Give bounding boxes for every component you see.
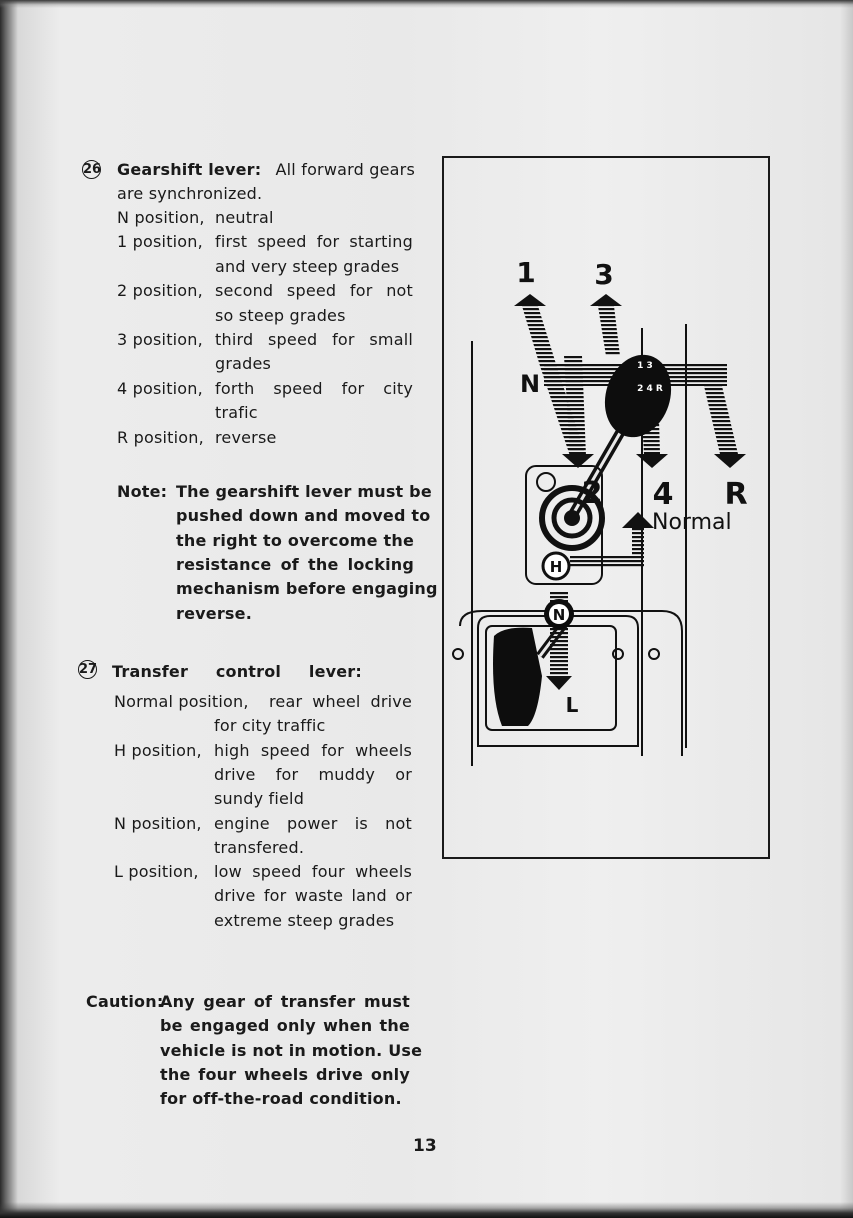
gear-position-description: neutral xyxy=(215,208,274,227)
note-line: The gearshift lever must be xyxy=(176,482,432,501)
gear-label-1: 1 xyxy=(516,256,536,289)
transfer-position-description: sundy field xyxy=(214,789,305,809)
gear-label-4: 4 xyxy=(652,477,674,512)
gear-position-description: so steep grades xyxy=(215,305,346,325)
transfer-label-h: H xyxy=(549,558,563,576)
gear-label-n: N xyxy=(519,370,541,398)
gearshift-intro: All forward gears xyxy=(275,160,415,179)
caution-line: Any gear of transfer must xyxy=(160,992,410,1011)
gear-position-description: reverse xyxy=(215,427,277,447)
transfer-position-label: H position, xyxy=(114,740,202,760)
gate-path-3 xyxy=(598,306,620,356)
note-label: Note: xyxy=(117,482,168,501)
gear-position-description: grades xyxy=(215,354,272,374)
page-number: 13 xyxy=(413,1136,437,1156)
transfer-position-label: N position, xyxy=(114,813,202,833)
gear-position-label: R position, xyxy=(117,427,204,447)
transfer-label-normal: Normal xyxy=(652,510,732,535)
gear-position-description: second speed for not xyxy=(215,281,413,301)
caution-line: vehicle is not in motion. Use xyxy=(160,1040,423,1060)
note-line: the right to overcome the xyxy=(176,530,414,550)
transfer-label-l: L xyxy=(565,693,579,717)
page-bottom-shadow xyxy=(0,1202,853,1218)
note-line: mechanism before engaging xyxy=(176,579,438,599)
transfer-position-description: rear wheel drive xyxy=(269,692,412,711)
gearshift-intro-line2: are synchronized. xyxy=(117,184,263,203)
transfer-position-label: Normal position, xyxy=(114,692,249,711)
transfer-label-n: N xyxy=(552,606,566,624)
transfer-position-label: L position, xyxy=(114,862,199,882)
gear-label-2: 2 xyxy=(581,476,603,511)
arrow-up-3 xyxy=(590,294,622,306)
caution-line: be engaged only when the xyxy=(160,1016,410,1036)
transfer-position-description: low speed four wheels xyxy=(214,862,412,882)
transfer-position-description: for city traffic xyxy=(214,716,326,736)
transfer-position-description: transfered. xyxy=(214,837,305,857)
gear-position-description: trafic xyxy=(215,403,258,423)
note-line: reverse. xyxy=(176,603,252,623)
gearshift-diagram xyxy=(442,156,770,859)
item-number-27: 27 xyxy=(79,662,98,677)
transfer-position-description: drive for muddy or xyxy=(214,764,412,784)
transfer-heading xyxy=(112,662,362,682)
arrow-down-r xyxy=(714,454,746,468)
gear-position-description: third speed for small xyxy=(215,330,413,349)
gearshift-heading xyxy=(117,160,415,180)
gear-position-description: and very steep grades xyxy=(215,256,400,276)
transfer-position-description: high speed for wheels xyxy=(214,740,412,760)
gear-label-3: 3 xyxy=(594,258,614,291)
arrow-up-1 xyxy=(514,294,546,306)
bolt-icon xyxy=(537,473,555,491)
knob-pattern-top: 1 3 xyxy=(637,361,653,371)
item-number-26: 26 xyxy=(83,162,102,177)
caution-line: for off-the-road condition. xyxy=(160,1089,402,1109)
transfer-title: Transfer control lever: xyxy=(112,662,362,681)
gate-path-r xyxy=(704,386,738,454)
screw-icon xyxy=(613,649,623,659)
gear-position-label: 1 position, xyxy=(117,232,203,252)
gear-position-description: forth speed for city xyxy=(215,378,413,398)
transfer-position-description: extreme steep grades xyxy=(214,910,395,930)
arrow-down-4 xyxy=(636,454,668,468)
gear-position-label: N position, xyxy=(117,208,205,227)
note-line: resistance of the locking xyxy=(176,554,414,574)
note-line: pushed down and moved to xyxy=(176,506,431,526)
gear-position-label: 3 position, xyxy=(117,330,203,349)
transfer-position-description: drive for waste land or xyxy=(214,886,412,906)
caution-line: the four wheels drive only xyxy=(160,1064,410,1084)
gear-position-label: 4 position, xyxy=(117,378,203,398)
caution-label: Caution: xyxy=(86,992,164,1011)
gear-position-label: 2 position, xyxy=(117,281,203,301)
knob-pattern-bottom: 2 4 R xyxy=(637,384,663,394)
gear-position-description: first speed for starting xyxy=(215,232,413,252)
screw-icon xyxy=(649,649,659,659)
gear-label-r: R xyxy=(724,477,748,512)
transfer-position-description: engine power is not xyxy=(214,813,412,833)
transfer-boot xyxy=(493,628,542,726)
gearshift-title: Gearshift lever: xyxy=(117,160,262,179)
page-top-shadow xyxy=(0,0,853,8)
screw-icon xyxy=(453,649,463,659)
